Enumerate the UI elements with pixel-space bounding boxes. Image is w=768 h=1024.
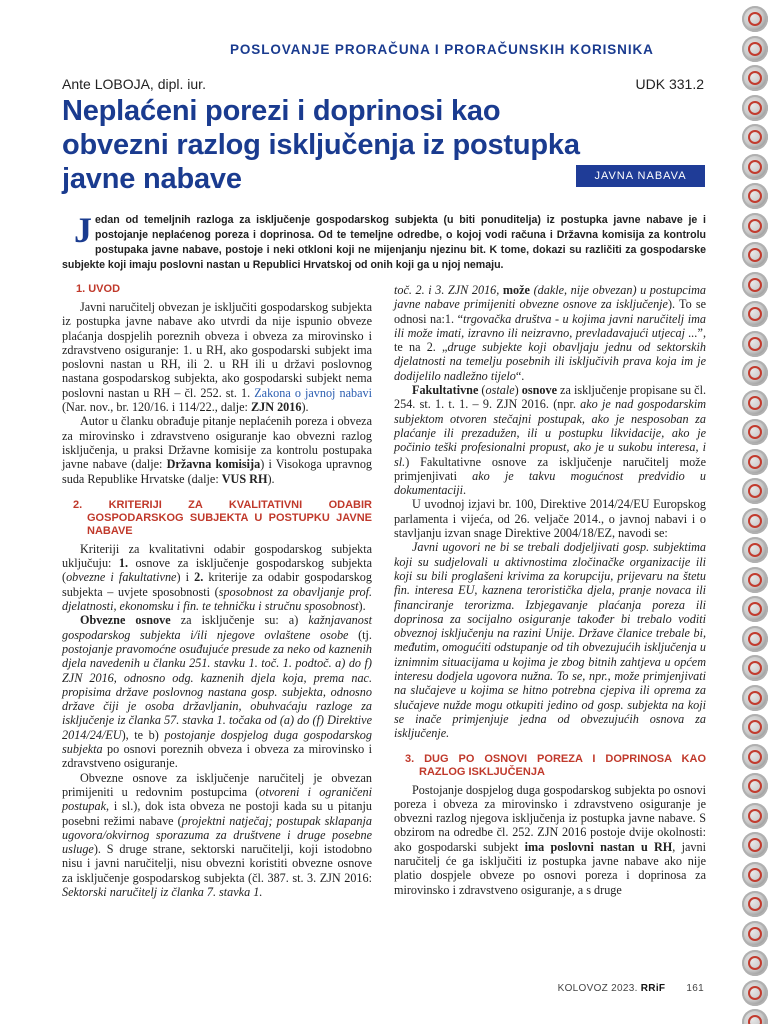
coin-decoration [742,6,768,32]
coin-decoration [742,242,768,268]
coin-decoration [742,213,768,239]
law-link[interactable]: Zakona o javnoj nabavi [254,385,372,400]
author-name: Ante LOBOJA, dipl. iur. [62,76,206,92]
coin-decoration [742,567,768,593]
issue-date: KOLOVOZ 2023. [557,983,638,994]
heading-uvod: 1. UVOD [76,283,121,295]
coin-decoration [742,1009,768,1024]
column-left [62,283,372,899]
coin-decoration [742,626,768,652]
heading-kriteriji: 2. KRITERIJI ZA KVALITATIVNI ODABIR GOSPODARSKOG SUBJEKTA U POSTUPKU JAVNE NABAVE [73,498,372,537]
paragraph: Fakultativne (ostale) osnove za isključenje propisane su čl. 254. st. 1. t. 1. – 9. ZJN 2016. (npr. ako je nad gospodarskim subjektom otvoren stečajni postupak, ako je nesposoban za plaćanje ili prezadužen, ili u postupku likvidacije, ako je počinio teški profesionalni propust, ako je u sukobu interesa, i sl.) Fakultativne osnove za isključenje naručitelj može primjenjivati ako je takvu mogućnost predvidio u dokumentaciji. [394,383,707,498]
page-footer [558,983,704,994]
paragraph: Obvezne osnove za isključenje su: a) kažnjavanost gospodarskog subjekta i/ili njegove ovlaštene osobe (tj. postojanje pravomoćne osuđujuće presude za neko od kaznenih djela navedenih u članku 251. stavku 1. toč. 1. podtoč. a) do f) ZJN 2016, odnosno odg. kaznenih djela koja, prema nac. propisima države poslovnog nastana gosp. subjekta, odnosno države čiji je osoba državljanin, obuhvaćaju razloge za isključenje iz članka 57. stavka 1. točaka od (a) do (f) Direktive 2014/24/EU), te b) postojanje dospjelog duga gospodarskog subjekta po osnovi poreznih obveza i obveza za mirovinsko i zdravstveno osiguranje. [62,613,372,771]
magazine-name: RRiF [640,983,666,994]
coin-decoration [742,980,768,1006]
coin-decoration [742,508,768,534]
section-header: POSLOVANJE PRORAČUNA I PRORAČUNSKIH KORISNIKA [230,42,654,57]
heading-dug: 3. DUG PO OSNOVI POREZA I DOPRINOSA KAO RAZLOG ISKLJUČENJA [405,752,706,778]
paragraph: Javni naručitelj obvezan je isključiti gospodarskog subjekta iz postupka javne nabave ako utvrdi da nije ispunio obveze plaćanja dospjelih poreznih obveza i obveza za mirovinsko i zdravstveno osiguranje: 1. u RH, ako gospodarski subjekt ima poslovni nastan u RH, ili 2. u RH ili u državi poslovnog nastana gospodarskog subjekta, ako gospodarski subjekt nema poslovni nastan u RH – čl. 252. st. 1. Zakona o javnoj nabavi (Nar. nov., br. 120/16. i 114/22., dalje: ZJN 2016). [62,300,372,415]
coin-decoration [742,419,768,445]
coin-decoration [742,301,768,327]
coin-decoration [742,154,768,180]
coin-decoration [742,272,768,298]
coin-decoration [742,714,768,740]
coin-decoration [742,862,768,888]
coin-decoration [742,832,768,858]
coin-decoration [742,744,768,770]
coin-decoration [742,773,768,799]
column-right [394,283,706,897]
paragraph: toč. 2. i 3. ZJN 2016, može (dakle, nije obvezan) u postupcima javne nabave primijeniti obvezne osnove za isključenje). To se odnosi na:1. “trgovačka društva - u kojima javni naručitelj ima ili može imati, izravno ili neizravno, prevladavajući utjecaj ...”, te na 2. „druge subjekte koji obavljaju jednu od sektorskih djelatnosti na temelju posebnih ili isključivih prava koja im je dodijelilo nadležno tijelo“. [394,283,707,383]
coin-decoration [742,65,768,91]
page-number: 161 [686,983,704,994]
coin-decoration [742,124,768,150]
category-tag: JAVNA NABAVA [576,165,705,187]
coin-decoration [742,921,768,947]
coin-decoration [742,331,768,357]
coin-decoration [742,596,768,622]
paragraph: U uvodnoj izjavi br. 100, Direktive 2014/24/EU Europskog parlamenta i vijeća, od 26. veljače 2014., o javnoj nabavi i o stavljanju izvan snage Direktive 2004/18/EZ, navodi se: [394,497,706,541]
lead-paragraph [62,210,706,273]
paragraph: Autor u članku obrađuje pitanje neplaćenih poreza i obveza za mirovinsko i zdravstveno osiguranje kao obvezni razlog isključenja, u praksi Državne komisije za kontrolu postupaka javne nabave (dalje: Državna komisija) i Visokoga upravnog suda Republike Hrvatske (dalje: VUS RH). [62,414,373,486]
coin-decoration [742,449,768,475]
coin-decoration [742,685,768,711]
coin-decoration [742,390,768,416]
quote-paragraph: Javni ugovori ne bi se trebali dodjeljivati gosp. subjektima koji su sudjelovali u aktivnostima zločinačke organizacije ili koji su bili proglašeni krivima za korupciju, prijevaru na štetu fin. interesa EU, kaznena teroristička djela, pranje novaca ili financiranje terorizma. Izbjegavanje plaćanja poreza ili doprinosa za socijalno osiguranje također bi trebalo voditi obveznoj isključenju na razini Unije. Države članice trebale bi, međutim, omogućiti odstupanje od tih obvezujućih isključenja u iznimnim situacijama u kojima je zbog bitnih zahtjeva u općem interesu dodjela ugovora nužna. To se, npr., može primjenjivati na slučajeve u kojima se hitno potrebna cjepiva ili oprema za slučajeve nužde mogu otkupiti jedino od gosp. subjekta na koji se inače primjenjuje jedna od obvezujućih osnova za isključenje. [394,540,706,741]
coin-decoration [742,95,768,121]
coin-decoration [742,537,768,563]
article-title: Neplaćeni porezi i doprinosi kao obvezni razlog isključenja iz postupka javne nabave [62,95,580,195]
paragraph: Kriteriji za kvalitativni odabir gospodarskog subjekta uključuju: 1. osnove za isključenje gospodarskog subjekta (obvezne i fakultativne) i 2. kriterije za odabir gospodarskog subjekta – uvjete sposobnosti (sposobnost za obavljanje prof. djelatnosti, ekonomsku i fin. te tehničku i stručnu sposobnost). [62,541,373,614]
decorative-coin-strip [736,0,768,1024]
coin-decoration [742,360,768,386]
udk-code: UDK 331.2 [635,76,704,92]
coin-decoration [742,891,768,917]
coin-decoration [742,478,768,504]
drop-cap: J [74,210,92,250]
lead-text: edan od temeljnih razloga za isključenje gospodarskog subjekta (u biti ponuditelja) iz postupka javne nabave je i postojanje neplaćenog poreza i doprinosa. Od te temeljne odredbe, o kojoj vodi računa i Državna komisija za kontrolu postupaka javne nabave, postoje i neki otkloni koji ne mijenjanju njezinu bit. K tome, dokazi su različiti za gospodarske subjekte koji imaju poslovni nastan u Republici Hrvatskoj od onih koji ga u njoj nemaju. [62,214,706,271]
coin-decoration [742,803,768,829]
paragraph: Obvezne osnove za isključenje naručitelj je obvezan primijeniti u redovnim postupcima (otvoreni i ograničeni postupak, i sl.), dok ista obveza ne postoji kada su u pitanju posebni režimi nabave (projektni natječaj; postupak sklapanja ugovora/okvirnog sporazuma za društvene i druge posebne usluge). S druge strane, sektorski naručitelji, koji istodobno nisu i javni naručitelji, nisu obvezni koristiti obvezne osnove za isključenje gospodarskog subjekta (čl. 387. st. 3. ZJN 2016: Sektorski naručitelj iz članka 7. stavka 1. [62,770,372,899]
coin-decoration [742,950,768,976]
paragraph: Postojanje dospjelog duga gospodarskog subjekta po osnovi poreza i obveza za mirovinsko i zdravstveno osiguranje je obvezni razlog njegova isključenja iz postupka javne nabave. S obzirom na odredbe čl. 252. ZJN 2016 postoje dvije okolnosti: ako gospodarski subjekt ima poslovni nastan u RH, javni naručitelj će ga isključiti iz postupka javne nabave ako nije platio dospjele obveze po osnovi poreza i doprinosa za mirovinsko i zdravstveno osiguranje, a s druge [394,782,706,897]
coin-decoration [742,655,768,681]
coin-decoration [742,36,768,62]
coin-decoration [742,183,768,209]
